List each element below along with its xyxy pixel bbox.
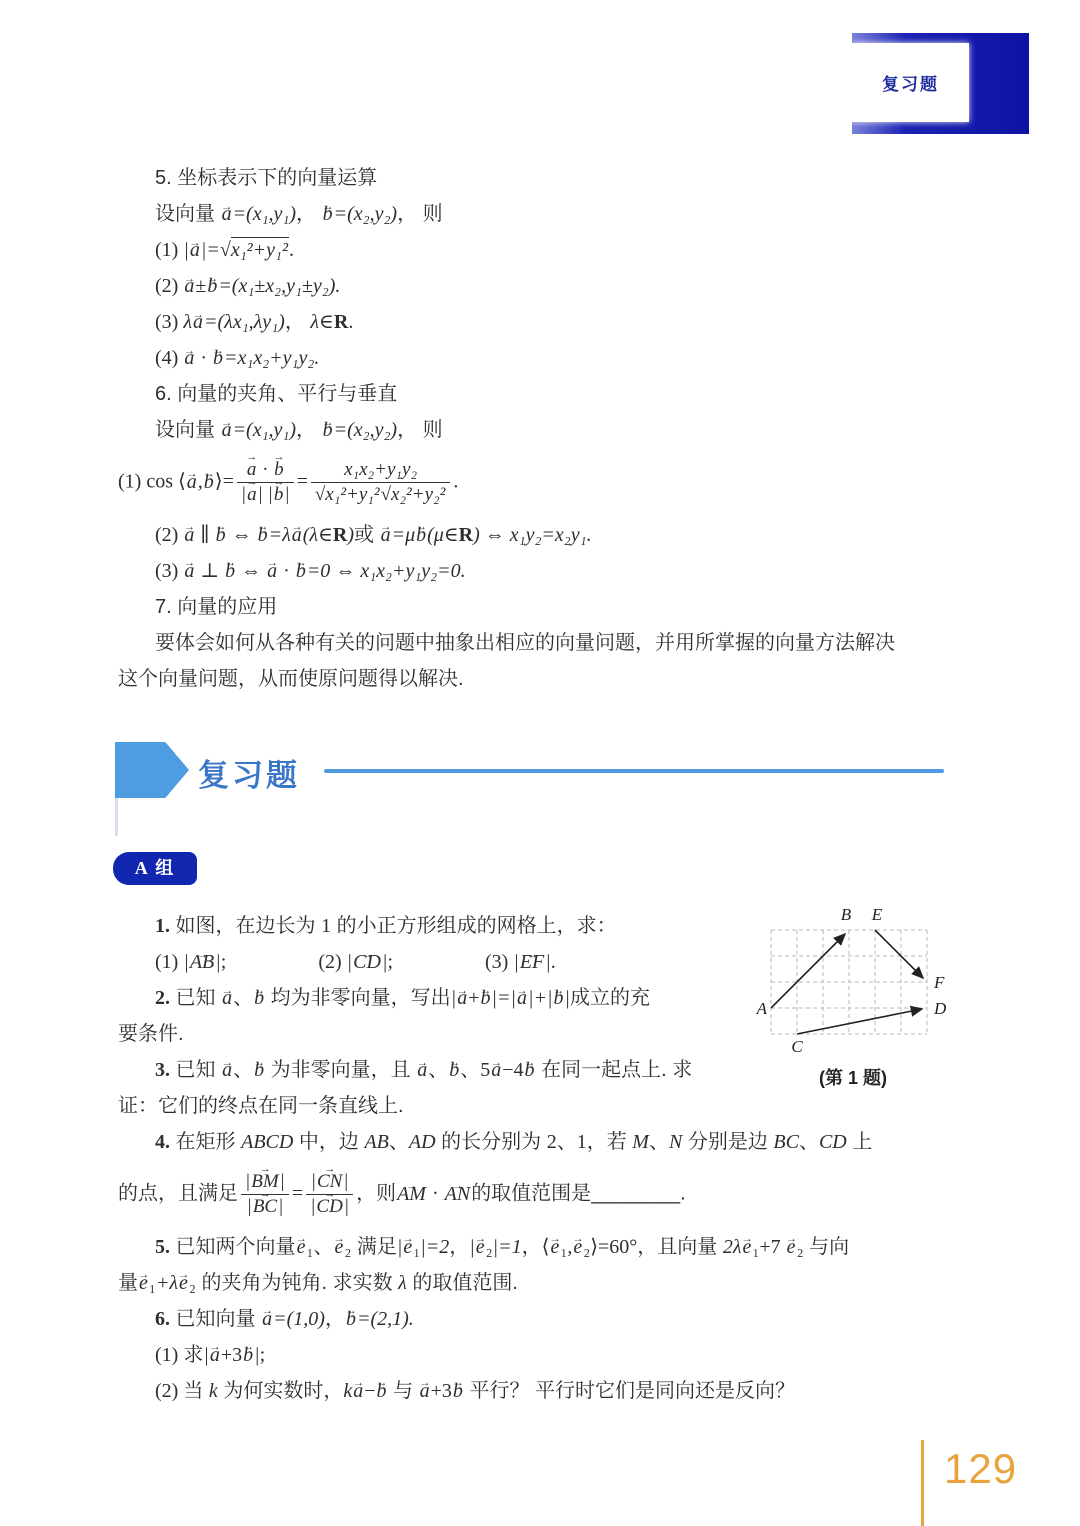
text-line: 7. 向量的应用 — [155, 595, 278, 618]
text-line: 要体会如何从各种有关的问题中抽象出相应的向量问题，并用所掌握的向量方法解决 — [155, 631, 895, 654]
text-line: 这个向量问题，从而使原问题得以解决. — [118, 667, 464, 690]
vector-arrow-EF — [875, 930, 923, 978]
text-line: (3) λa →=(λx₁,λy₁)， λ∈R. — [118, 304, 968, 340]
text-line: (2) a →±b →=(x₁±x₂,y₁±y₂). — [118, 268, 968, 304]
text-line: (1) |a →|=√x₁²+y₁². — [118, 232, 968, 268]
review-banner-title: 复习题 — [198, 758, 300, 793]
vector-arrow-CD — [797, 1009, 922, 1034]
text-line: 证：它们的终点在同一条直线上. — [118, 1095, 404, 1117]
arrow-banner-icon — [115, 742, 189, 798]
text-line: (3) a → ⊥ b → ⇔ a → · b →=0 ⇔ x₁x₂+y₁y₂=0. — [118, 553, 968, 589]
page-number-rule — [921, 1440, 924, 1526]
problem1-figure — [756, 896, 1016, 1106]
page-number: 129 — [944, 1445, 1018, 1492]
banner-rule — [324, 769, 944, 773]
text-line: 6. 向量的夹角、平行与垂直 — [155, 383, 398, 405]
figure-caption: (第 1 题) — [818, 1068, 888, 1088]
grid-lines — [771, 930, 927, 1034]
summary-section — [118, 160, 968, 697]
text-line: (1) |AB →|; (2) |CD →|; (3) |EF →|. — [118, 944, 968, 980]
group-a-badge: A 组 — [113, 852, 197, 885]
text-line: 4. 在矩形 ABCD 中，边 AB、AD 的长分别为 2、1，若 M、N 分别是边 BC、CD 上 — [155, 1131, 873, 1153]
point-label-B: B — [840, 905, 852, 924]
text-line: (2) a → ∥ b → ⇔ b →=λa →(λ∈R)或 a →=μb →(μ∈R) ⇔ x₁y₂=x₂y₁. — [118, 517, 968, 553]
text-line: 要条件. — [118, 1023, 184, 1045]
text-line: 设向量 a →=(x₁,y₁)， b →=(x₂,y₂)， 则 — [118, 196, 968, 232]
point-label-D: D — [934, 999, 947, 1018]
chapter-tab-label: 复习题 — [882, 75, 939, 94]
text-line: (1) 求|a →+3b →|; — [118, 1337, 968, 1373]
text-line: 量e →₁+λe →₂ 的夹角为钝角. 求实数 λ 的取值范围. — [118, 1265, 968, 1301]
text-line: 2. 已知 a →、b → 均为非零向量，写出|a →+b →|=|a →|+|b →|成立的充 — [118, 980, 968, 1016]
text-line: 5. 坐标表示下的向量运算 — [155, 167, 378, 189]
point-label-A: A — [756, 999, 767, 1018]
text-line: 3. 已知 a →、b → 为非零向量，且 a →、b →、5a →−4b → 在同一起点上. 求 — [118, 1052, 968, 1088]
text-line: (4) a → · b →=x₁x₂+y₁y₂. — [118, 340, 968, 376]
text-line: (2) 当 k 为何实数时，ka →−b → 与 a →+3b → 平行？ 平行时它们是同向还是反向？ — [118, 1373, 968, 1409]
text-line: (1) cos ⟨a →,b →⟩= $\frac{a \to \cdot b \to}{|a \to| |b \to|}$ = $\frac{\text{x₁x₂+y₁y₂}}{\text{√x₁²+y₁²√x₂²+y₂²}}$ . — [118, 448, 968, 517]
text-line: 5. 已知两个向量e →₁、e →₂ 满足|e →₁|=2，|e →₂|=1，⟨e →₁,e →₂⟩=60°，且向量 2λe →₁+7 e →₂ 与向 — [118, 1229, 968, 1265]
vector-arrow-AB — [771, 934, 845, 1008]
chapter-tab — [852, 33, 1029, 134]
text-line: 1. 如图，在边长为 1 的小正方形组成的网格上，求： — [155, 915, 617, 937]
chapter-tab-whitebox — [852, 43, 969, 122]
point-label-C: C — [791, 1037, 803, 1056]
point-label-E: E — [871, 905, 883, 924]
text-line: 设向量 a →=(x₁,y₁)， b →=(x₂,y₂)， 则 — [118, 412, 968, 448]
text-line: 的点，且满足 $\frac{|BM \to|}{|BC \to|}$ = $\frac{|CN \to|}{|CD \to|}$ ，则AM → · AN →的取值范围是________. — [118, 1160, 968, 1229]
text-line: 6. 已知向量 a →=(1,0)，b →=(2,1). — [118, 1301, 968, 1337]
point-label-F: F — [934, 973, 945, 992]
vector-grid-diagram — [756, 896, 1016, 1106]
review-banner — [112, 742, 964, 802]
